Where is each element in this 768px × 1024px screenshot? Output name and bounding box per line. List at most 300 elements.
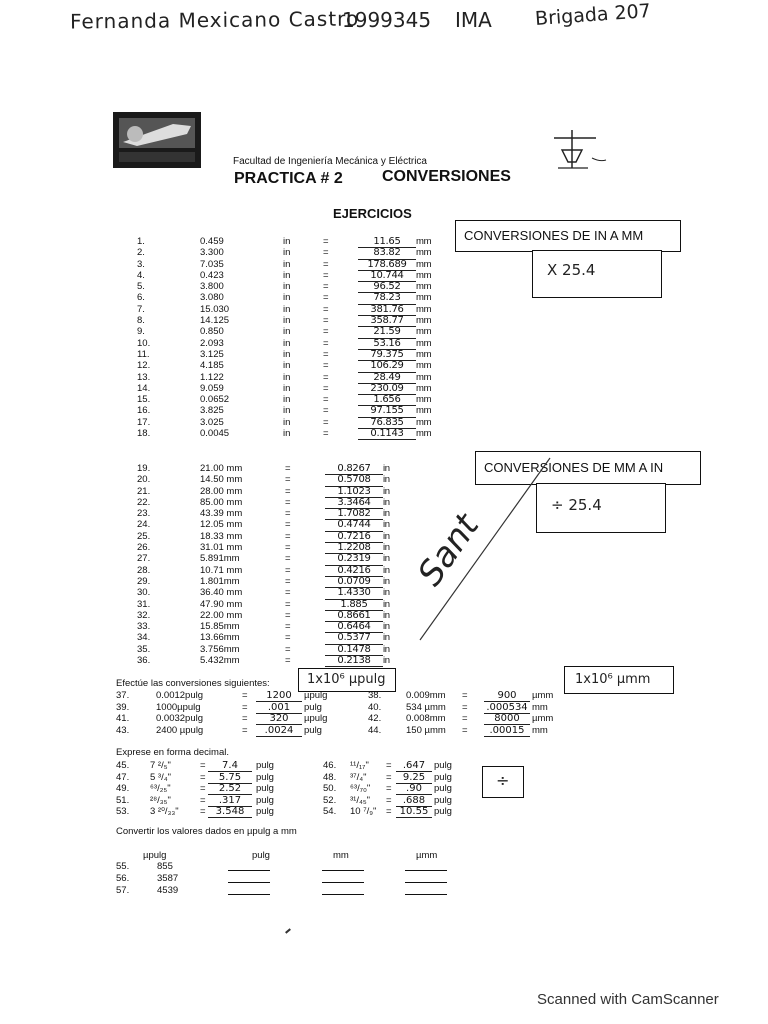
equals-sign: = bbox=[200, 771, 206, 783]
exercise-number: 20. bbox=[137, 474, 151, 486]
equals-sign: = bbox=[285, 655, 291, 667]
handwritten-answer: 0.6464 bbox=[325, 621, 383, 633]
box-in-to-mm-label: CONVERSIONES DE IN A MM bbox=[464, 228, 644, 243]
answer-unit: pulg bbox=[304, 724, 322, 736]
exercise-number: 12. bbox=[137, 360, 151, 372]
given-value: 3.080 bbox=[200, 292, 224, 304]
answer-row bbox=[325, 565, 390, 576]
exercise-number: 38. bbox=[368, 690, 382, 701]
answer-unit: mm bbox=[416, 382, 432, 394]
handwritten-answer: .317 bbox=[208, 795, 252, 807]
handwritten-answer: 106.29 bbox=[358, 360, 416, 372]
answer-unit: mm bbox=[416, 348, 432, 360]
answer-unit: pulg bbox=[434, 771, 452, 783]
given-value: 47.90 mm bbox=[200, 598, 243, 610]
given-value: 0.0032pulg bbox=[156, 713, 204, 724]
handwritten-answer: 5.75 bbox=[208, 772, 252, 784]
exercise-number: 57. bbox=[116, 885, 130, 896]
answer-unit: mm bbox=[416, 281, 432, 293]
given-value: 43.39 mm bbox=[200, 508, 243, 520]
answer-unit: in bbox=[383, 474, 390, 486]
equals-sign: = bbox=[285, 587, 291, 599]
answer-unit: pulg bbox=[256, 806, 274, 817]
student-career: IMA bbox=[455, 8, 492, 32]
answer-row bbox=[358, 383, 431, 394]
given-value: 0.009mm bbox=[406, 690, 446, 701]
column-header: µpulg bbox=[143, 850, 167, 861]
exercise-number: 24. bbox=[137, 519, 151, 531]
equals-sign: = bbox=[323, 405, 329, 417]
unit-label: in bbox=[283, 348, 291, 360]
exercise-number: 18. bbox=[137, 428, 151, 440]
equals-sign: = bbox=[323, 337, 329, 349]
equals-sign: = bbox=[285, 530, 291, 542]
exercise-number: 39. bbox=[116, 701, 130, 713]
student-brigade: Brigada 207 bbox=[534, 0, 652, 31]
given-value: 18.33 mm bbox=[200, 530, 243, 542]
given-value: 1.122 bbox=[200, 371, 224, 383]
exercise-number: 42. bbox=[368, 713, 382, 724]
answer-unit: in bbox=[383, 542, 390, 554]
equals-sign: = bbox=[323, 303, 329, 315]
block4-heading: Exprese en forma decimal. bbox=[116, 747, 229, 758]
answer-unit: µpulg bbox=[304, 690, 328, 701]
fraction-value: ¹¹/₁₇" bbox=[350, 760, 369, 771]
handwritten-answer: .688 bbox=[396, 795, 432, 807]
equals-sign: = bbox=[285, 463, 291, 474]
equals-sign: = bbox=[323, 281, 329, 293]
exercise-number: 22. bbox=[137, 496, 151, 508]
given-value: 2400 µpulg bbox=[156, 724, 204, 736]
answer-row bbox=[358, 326, 431, 337]
fraction-value: ²⁸/₃₅" bbox=[150, 794, 171, 806]
answer-unit: in bbox=[383, 530, 390, 542]
answer-unit: in bbox=[383, 587, 390, 599]
answer-row bbox=[358, 270, 431, 281]
block2-values bbox=[200, 463, 242, 666]
faculty-name: Facultad de Ingeniería Mecánica y Eléctrica bbox=[233, 156, 427, 167]
answer-row bbox=[325, 632, 390, 643]
equals-sign: = bbox=[200, 794, 206, 806]
unit-label: in bbox=[283, 337, 291, 349]
exercise-number: 17. bbox=[137, 416, 151, 428]
blank-line bbox=[405, 894, 447, 895]
student-id: 1999345 bbox=[342, 8, 432, 32]
answer-row bbox=[358, 247, 431, 258]
handwritten-answer: 11.65 bbox=[358, 236, 416, 248]
handwritten-answer: 96.52 bbox=[358, 281, 416, 293]
unit-label: in bbox=[283, 326, 291, 338]
unit-label: in bbox=[283, 394, 291, 406]
answer-unit: in bbox=[383, 519, 390, 531]
box-upulg bbox=[298, 668, 396, 692]
answer-row bbox=[325, 621, 390, 632]
exercise-number: 27. bbox=[137, 553, 151, 565]
answer-unit: mm bbox=[416, 428, 432, 440]
answer-row bbox=[325, 599, 390, 610]
exercise-number: 36. bbox=[137, 655, 151, 667]
given-value: 1.801mm bbox=[200, 575, 240, 587]
exercise-number: 32. bbox=[137, 609, 151, 621]
divide-sign: ÷ bbox=[496, 771, 510, 790]
handwritten-answer: .000534 bbox=[484, 702, 530, 714]
given-value: 9.059 bbox=[200, 382, 224, 394]
given-value: 3.025 bbox=[200, 416, 224, 428]
divide-sign-box bbox=[482, 766, 524, 798]
handwritten-answer: 9.25 bbox=[396, 772, 432, 784]
unit-label: in bbox=[283, 382, 291, 394]
exercise-number: 46. bbox=[323, 760, 337, 771]
equals-sign: = bbox=[462, 724, 468, 736]
handwritten-answer: 1.1023 bbox=[325, 486, 383, 498]
answer-unit: mm bbox=[416, 416, 432, 428]
handwritten-answer: 8000 bbox=[484, 713, 530, 725]
given-value: 150 µmm bbox=[406, 724, 446, 736]
equals-sign: = bbox=[242, 701, 248, 713]
block2-equals bbox=[285, 463, 291, 666]
answer-row bbox=[325, 587, 390, 598]
equals-sign: = bbox=[462, 701, 468, 713]
fraction-value: ⁶³/₂₅" bbox=[150, 783, 171, 794]
answer-row bbox=[325, 542, 390, 553]
box-in-to-mm bbox=[455, 220, 681, 252]
unit-label: in bbox=[283, 258, 291, 270]
answer-unit: mm bbox=[416, 394, 432, 406]
blank-line bbox=[322, 894, 364, 895]
blank-line bbox=[405, 870, 447, 871]
answer-unit: pulg bbox=[434, 783, 452, 794]
given-value: 10.71 mm bbox=[200, 564, 243, 576]
given-value: 15.85mm bbox=[200, 621, 240, 633]
given-value: 3.800 bbox=[200, 281, 224, 293]
answer-row bbox=[358, 338, 431, 349]
unit-label: in bbox=[283, 303, 291, 315]
exercise-number: 16. bbox=[137, 405, 151, 417]
exercise-number: 10. bbox=[137, 337, 151, 349]
blank-line bbox=[322, 882, 364, 883]
handwritten-answer: 900 bbox=[484, 690, 530, 702]
handwritten-signature: Sant bbox=[410, 506, 488, 594]
fraction-value: ⁶³/₇₀" bbox=[350, 783, 371, 794]
answer-row bbox=[358, 292, 431, 303]
handwritten-answer: 0.0709 bbox=[325, 576, 383, 588]
equals-sign: = bbox=[285, 643, 291, 655]
equals-sign: = bbox=[323, 348, 329, 360]
exercise-number: 9. bbox=[137, 326, 145, 338]
answer-row bbox=[358, 372, 431, 383]
student-name: Fernanda Mexicano Castro bbox=[69, 6, 360, 34]
answer-row bbox=[325, 644, 390, 655]
equals-sign: = bbox=[285, 485, 291, 497]
blank-line bbox=[228, 870, 270, 871]
answer-row bbox=[358, 315, 431, 326]
equals-sign: = bbox=[462, 713, 468, 724]
given-value: 3587 bbox=[157, 873, 179, 884]
answer-unit: mm bbox=[416, 326, 432, 338]
exercise-number: 56. bbox=[116, 873, 130, 884]
answer-row bbox=[358, 259, 431, 270]
handwritten-answer: 0.4744 bbox=[325, 519, 383, 531]
equals-sign: = bbox=[242, 724, 248, 736]
exercise-number: 4. bbox=[137, 269, 145, 281]
equals-sign: = bbox=[323, 416, 329, 428]
equals-sign: = bbox=[323, 269, 329, 281]
handwritten-answer: 0.5377 bbox=[325, 632, 383, 644]
answer-unit: in bbox=[383, 598, 390, 610]
handwritten-answer: 230.09 bbox=[358, 383, 416, 395]
answer-row bbox=[358, 405, 431, 416]
answer-unit: in bbox=[383, 609, 390, 621]
blank-line bbox=[322, 870, 364, 871]
answer-unit: pulg bbox=[434, 806, 452, 817]
exercise-number: 2. bbox=[137, 247, 145, 259]
equals-sign: = bbox=[323, 394, 329, 406]
answer-row bbox=[325, 576, 390, 587]
box-mm-to-in-label: CONVERSIONES DE MM A IN bbox=[484, 460, 664, 475]
answer-unit: mm bbox=[532, 724, 548, 736]
handwritten-answer: 53.16 bbox=[358, 338, 416, 350]
answer-unit: in bbox=[383, 575, 390, 587]
answer-row bbox=[358, 428, 431, 439]
answer-unit: pulg bbox=[256, 783, 274, 794]
answer-unit: mm bbox=[416, 258, 432, 270]
handwritten-answer: .647 bbox=[396, 760, 432, 772]
equals-sign: = bbox=[285, 575, 291, 587]
given-value: 0.008mm bbox=[406, 713, 446, 724]
answer-unit: mm bbox=[416, 236, 432, 247]
given-value: 0.0045 bbox=[200, 428, 230, 440]
equals-sign: = bbox=[323, 428, 329, 440]
handwritten-answer: 0.1143 bbox=[358, 428, 416, 440]
handwritten-answer: .001 bbox=[256, 702, 302, 714]
answer-unit: pulg bbox=[304, 701, 322, 713]
answer-unit: in bbox=[383, 564, 390, 576]
exercise-number: 19. bbox=[137, 463, 151, 474]
fraction-value: 3 ²⁰/₃₃" bbox=[150, 806, 179, 817]
block3-heading: Efectúe las conversiones siguientes: bbox=[116, 678, 270, 689]
handwritten-answer: 1.7082 bbox=[325, 508, 383, 520]
exercise-number: 47. bbox=[116, 771, 130, 783]
given-value: 31.01 mm bbox=[200, 542, 243, 554]
answer-unit: pulg bbox=[256, 794, 274, 806]
given-value: 3.825 bbox=[200, 405, 224, 417]
exercise-number: 15. bbox=[137, 394, 151, 406]
exercise-number: 55. bbox=[116, 861, 130, 872]
practice-topic: CONVERSIONES bbox=[382, 168, 511, 185]
equals-sign: = bbox=[323, 326, 329, 338]
answer-row bbox=[325, 486, 390, 497]
answer-unit: mm bbox=[416, 371, 432, 383]
answer-row bbox=[358, 349, 431, 360]
exercise-number: 13. bbox=[137, 371, 151, 383]
exercise-number: 26. bbox=[137, 542, 151, 554]
exercise-number: 41. bbox=[116, 713, 130, 724]
exercise-number: 45. bbox=[116, 760, 130, 771]
exercise-number: 50. bbox=[323, 783, 337, 794]
answer-unit: in bbox=[383, 496, 390, 508]
exercise-number: 31. bbox=[137, 598, 151, 610]
column-header: pulg bbox=[252, 850, 270, 861]
equals-sign: = bbox=[285, 564, 291, 576]
fime-logo bbox=[548, 128, 608, 172]
equals-sign: = bbox=[323, 292, 329, 304]
answer-unit: mm bbox=[416, 247, 432, 259]
handwritten-answer: 1200 bbox=[256, 690, 302, 702]
exercise-number: 44. bbox=[368, 724, 382, 736]
unit-label: in bbox=[283, 315, 291, 327]
handwritten-answer: .00015 bbox=[484, 725, 530, 737]
given-value: 0.0012pulg bbox=[156, 690, 204, 701]
equals-sign: = bbox=[462, 690, 468, 701]
equals-sign: = bbox=[285, 621, 291, 633]
equals-sign: = bbox=[323, 315, 329, 327]
handwritten-answer: 79.375 bbox=[358, 349, 416, 361]
exercise-number: 11. bbox=[137, 348, 150, 360]
answer-unit: in bbox=[383, 621, 390, 633]
given-value: 22.00 mm bbox=[200, 609, 243, 621]
equals-sign: = bbox=[285, 553, 291, 565]
exercise-number: 52. bbox=[323, 794, 337, 806]
pen-mark bbox=[285, 928, 291, 933]
given-value: 855 bbox=[157, 861, 173, 872]
handwritten-answer: 97.155 bbox=[358, 405, 416, 417]
answer-unit: in bbox=[383, 485, 390, 497]
answer-row bbox=[325, 463, 390, 474]
unit-label: in bbox=[283, 405, 291, 417]
handwritten-answer: 0.2138 bbox=[325, 655, 383, 667]
factor-divide: ÷ 25.4 bbox=[551, 496, 602, 514]
exercise-number: 49. bbox=[116, 783, 130, 794]
answer-unit: in bbox=[383, 632, 390, 644]
block5-heading: Convertir los valores dados en µpulg a mm bbox=[116, 826, 297, 837]
equals-sign: = bbox=[285, 519, 291, 531]
factor-multiply: X 25.4 bbox=[547, 261, 596, 279]
exercise-number: 29. bbox=[137, 575, 151, 587]
answer-unit: in bbox=[383, 463, 390, 474]
given-value: 4539 bbox=[157, 885, 179, 896]
equals-sign: = bbox=[386, 794, 392, 806]
handwritten-answer: 78.23 bbox=[358, 292, 416, 304]
exercise-number: 54. bbox=[323, 806, 337, 817]
answer-unit: pulg bbox=[256, 771, 274, 783]
given-value: 0.850 bbox=[200, 326, 224, 338]
given-value: 36.40 mm bbox=[200, 587, 243, 599]
fraction-value: ³¹/₄₅" bbox=[350, 794, 371, 806]
given-value: 0.423 bbox=[200, 269, 224, 281]
unit-label: in bbox=[283, 247, 291, 259]
given-value: 2.093 bbox=[200, 337, 224, 349]
exercise-number: 6. bbox=[137, 292, 145, 304]
answer-row bbox=[325, 474, 390, 485]
handwritten-answer: 28.49 bbox=[358, 372, 416, 384]
column-header: µmm bbox=[416, 850, 438, 861]
exercise-number: 7. bbox=[137, 303, 145, 315]
unit-label: in bbox=[283, 428, 291, 440]
unit-label: in bbox=[283, 236, 291, 247]
handwritten-answer: 1.2208 bbox=[325, 542, 383, 554]
equals-sign: = bbox=[285, 542, 291, 554]
answer-unit: µmm bbox=[532, 690, 554, 701]
box-in-to-mm-factor bbox=[532, 250, 662, 298]
answer-unit: µmm bbox=[532, 713, 554, 724]
practice-number: PRACTICA # 2 bbox=[234, 170, 343, 187]
answer-row bbox=[325, 508, 390, 519]
handwritten-answer: 76.835 bbox=[358, 417, 416, 429]
handwritten-answer: 0.2319 bbox=[325, 553, 383, 565]
answer-unit: in bbox=[383, 643, 390, 655]
exercise-number: 43. bbox=[116, 724, 130, 736]
answer-unit: pulg bbox=[256, 760, 274, 771]
answer-unit: in bbox=[383, 508, 390, 520]
block1-units bbox=[283, 236, 290, 439]
answer-row bbox=[358, 236, 431, 247]
blank-line bbox=[405, 882, 447, 883]
exercise-number: 5. bbox=[137, 281, 145, 293]
handwritten-answer: 1.885 bbox=[325, 599, 383, 611]
unit-label: in bbox=[283, 292, 291, 304]
given-value: 28.00 mm bbox=[200, 485, 243, 497]
fraction-value: 7 ²/₅" bbox=[150, 760, 171, 771]
handwritten-answer: 320 bbox=[256, 713, 302, 725]
exercise-number: 53. bbox=[116, 806, 130, 817]
given-value: 21.00 mm bbox=[200, 463, 243, 474]
handwritten-answer: 0.4216 bbox=[325, 565, 383, 577]
unit-label: in bbox=[283, 269, 291, 281]
exercise-number: 23. bbox=[137, 508, 151, 520]
equals-sign: = bbox=[285, 496, 291, 508]
block2-numbers bbox=[137, 463, 150, 666]
handwritten-answer: 1.4330 bbox=[325, 587, 383, 599]
handwritten-answer: 358.77 bbox=[358, 315, 416, 327]
exercise-number: 48. bbox=[323, 771, 337, 783]
handwritten-answer: 2.52 bbox=[208, 783, 252, 795]
given-value: 534 µmm bbox=[406, 701, 446, 713]
equals-sign: = bbox=[242, 713, 248, 724]
handwritten-answer: 0.8661 bbox=[325, 610, 383, 622]
handwritten-answer: 3.3464 bbox=[325, 497, 383, 509]
handwritten-answer: 0.5708 bbox=[325, 474, 383, 486]
given-value: 0.459 bbox=[200, 236, 224, 247]
handwritten-answer: 381.76 bbox=[358, 304, 416, 316]
equals-sign: = bbox=[323, 258, 329, 270]
exercise-number: 34. bbox=[137, 632, 151, 644]
handwritten-answer: .90 bbox=[396, 783, 432, 795]
answer-row bbox=[325, 655, 390, 666]
handwritten-answer: 21.59 bbox=[358, 326, 416, 338]
exercise-number: 40. bbox=[368, 701, 382, 713]
block1-numbers bbox=[137, 236, 150, 439]
exercise-number: 14. bbox=[137, 382, 151, 394]
answer-row bbox=[325, 531, 390, 542]
handwritten-answer: 0.1478 bbox=[325, 644, 383, 656]
given-value: 0.0652 bbox=[200, 394, 230, 406]
answer-row bbox=[358, 281, 431, 292]
answer-unit: mm bbox=[532, 701, 548, 713]
given-value: 14.50 mm bbox=[200, 474, 243, 486]
equals-sign: = bbox=[386, 760, 392, 771]
equals-sign: = bbox=[285, 508, 291, 520]
given-value: 14.125 bbox=[200, 315, 230, 327]
handwritten-answer: 3.548 bbox=[208, 806, 252, 818]
answer-unit: mm bbox=[416, 360, 432, 372]
given-value: 1000µpulg bbox=[156, 701, 201, 713]
handwritten-answer: 10.55 bbox=[396, 806, 432, 818]
box-umm-label: 1x10⁶ µmm bbox=[575, 672, 651, 687]
exercise-number: 3. bbox=[137, 258, 145, 270]
answer-row bbox=[325, 553, 390, 564]
answer-row bbox=[358, 394, 431, 405]
answer-row bbox=[358, 304, 431, 315]
